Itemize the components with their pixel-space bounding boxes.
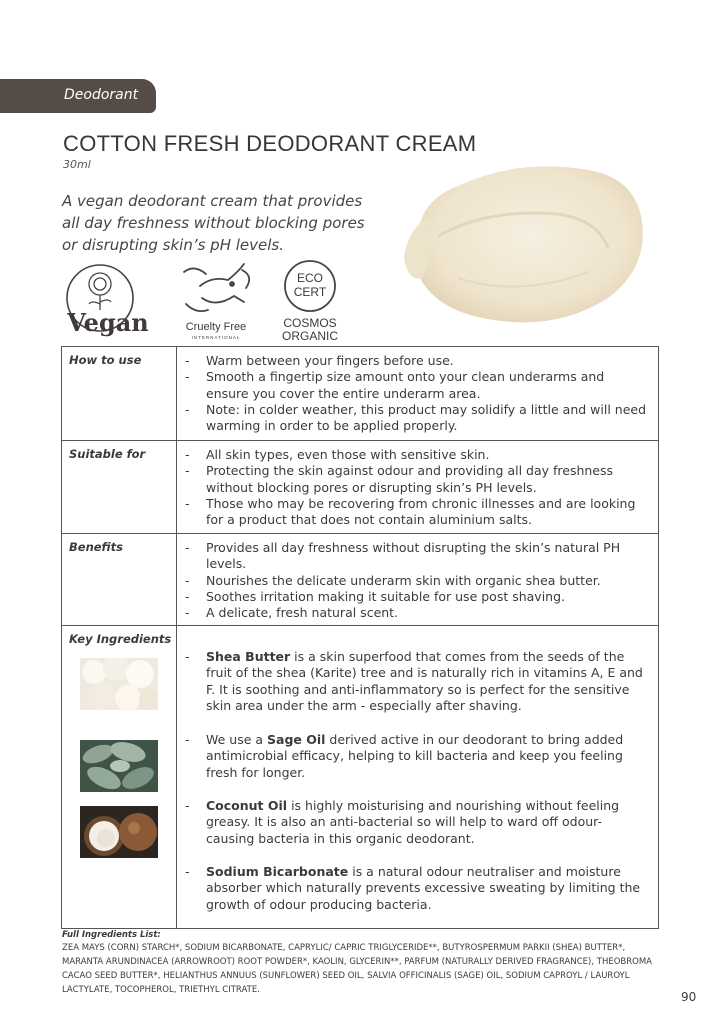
coconut-image <box>80 806 158 858</box>
ecocert-badge <box>268 258 368 342</box>
list-item: - Warm between your fingers before use. <box>185 353 650 369</box>
ingredient-description: derived active in our deodorant to bring added antimicrobial efficacy, helping to kill bacteria and keep you feeling fresh for longer. <box>206 732 624 780</box>
list-item: - Soothes irritation making it suitable for use post shaving. <box>185 589 650 605</box>
full-ingredients-title: Full Ingredients List: <box>62 930 161 940</box>
vegan-badge <box>58 258 158 342</box>
table-row-benefits <box>62 533 658 625</box>
organic-text: ORGANIC <box>281 329 339 342</box>
key-ingredients-content <box>176 626 658 929</box>
suitable-for-content <box>176 441 658 533</box>
cosmos-text: COSMOS <box>283 316 337 330</box>
benefits-content <box>176 534 658 625</box>
table-row-how-to-use <box>62 347 658 440</box>
ingredient-name: Sage Oil <box>267 732 326 747</box>
suitable-for-label: Suitable for <box>69 447 146 461</box>
cruelty-free-badge <box>172 258 272 342</box>
page-number: 90 <box>681 990 697 1004</box>
table-row-key-ingredients <box>62 625 658 929</box>
list-item: - Note: in colder weather, this product may solidify a little and will need warming in order to be applied properly. <box>185 402 650 435</box>
sunflower-icon <box>89 273 111 310</box>
list-item: - Provides all day freshness without disrupting the skin’s natural PH levels. <box>185 540 650 573</box>
ingredient-description: is a natural odour neutraliser and moisture absorber which naturally prevents excessive sweating by limiting the growth of odour producing bacteria. <box>206 864 641 912</box>
product-size: 30ml <box>63 158 91 171</box>
benefits-label: Benefits <box>69 540 123 554</box>
list-item: - Protecting the skin against odour and providing all day freshness without blocking pores or disrupting skin’s PH levels. <box>185 463 650 496</box>
shea-butter-image <box>80 658 158 710</box>
product-title: COTTON FRESH DEODORANT CREAM <box>63 131 477 156</box>
leaping-bunny-icon <box>184 264 249 311</box>
ingredient-name: Shea Butter <box>206 649 291 664</box>
ingredient-item-sage-oil: - We use a Sage Oil derived active in our deodorant to bring added antimicrobial efficacy, helping to kill bacteria and keep you feeling fresh for longer. <box>185 732 624 780</box>
ingredient-description: is highly moisturising and nourishing without feeling greasy. It is also an anti-bacterial so will help to ward off odour-causing bacteria in this organic deodorant. <box>206 798 620 846</box>
table-row-suitable-for <box>62 440 658 533</box>
list-item: - All skin types, even those with sensitive skin. <box>185 447 650 463</box>
ingredient-item-shea-butter: - Shea Butter is a skin superfood that comes from the seeds of the fruit of the shea (Karite) tree and is naturally rich in vitamins A, E and F. It is soothing and anti-inflammatory so is perfect for the sensitive skin area under the arm - especially after shaving. <box>185 649 643 713</box>
list-item: - Nourishes the delicate underarm skin with organic shea butter. <box>185 573 650 589</box>
ingredient-description: is a skin superfood that comes from the seeds of the fruit of the shea (Karite) tree and is naturally rich in vitamins A, E and F. It is soothing and anti-inflammatory so is perfect for the sensitive skin area under the arm - especially after shaving. <box>206 649 643 713</box>
list-item: - A delicate, fresh natural scent. <box>185 605 650 621</box>
full-ingredients-text: ZEA MAYS (CORN) STARCH*, SODIUM BICARBONATE, CAPRYLIC/ CAPRIC TRIGLYCERIDE**, BUTYROSPERMUM PARKII (SHEA) BUTTER*, MARANTA ARUNDINACEA (ARROWROOT) ROOT POWDER*, KAOLIN, GLYCERIN**, PARFUM (NATURALLY DERIVED FRAGRANCE), THEOBROMA CACAO SEED BUTTER*, HELIANTHUS ANNUUS (SUNFLOWER) SEED OIL, SALVIA OFFICINALIS (SAGE) OIL, SODIUM CAPROYL / LAUROYL LACTYLATE, TOCOPHEROL, TRIETHYL CITRATE. <box>62 943 652 995</box>
cruelty-free-text: Cruelty Free <box>185 321 247 333</box>
product-intro: A vegan deodorant cream that provides all day freshness without blocking pores or disrupting skin’s pH levels. <box>62 192 365 254</box>
ingredient-name: Coconut Oil <box>206 798 288 813</box>
category-label: Deodorant <box>64 87 139 103</box>
product-info-table <box>61 346 659 929</box>
list-item: - Those who may be recovering from chronic illnesses and are looking for a product that does not contain aluminium salts. <box>185 496 650 529</box>
ingredient-item-coconut-oil: - Coconut Oil is highly moisturising and nourishing without feeling greasy. It is also an anti-bacterial so will help to ward off odour-causing bacteria in this organic deodorant. <box>185 798 620 846</box>
vegan-badge-text: Vegan <box>67 308 149 337</box>
how-to-use-label: How to use <box>69 353 142 367</box>
how-to-use-content <box>176 347 658 440</box>
cruelty-free-subtext: INTERNATIONAL <box>191 335 241 340</box>
key-ingredients-label: Key Ingredients <box>69 632 172 646</box>
ecocert-text-top: ECO <box>296 271 324 285</box>
ingredient-name: Sodium Bicarbonate <box>206 864 349 879</box>
ingredient-item-sodium-bicarbonate: - Sodium Bicarbonate is a natural odour neutraliser and moisture absorber which naturally prevents excessive sweating by limiting the growth of odour producing bacteria. <box>185 864 641 912</box>
sage-leaves-image <box>80 740 158 792</box>
ingredient-prefix: We use a <box>206 732 268 747</box>
ecocert-text-bottom: CERT <box>293 285 327 299</box>
cream-swatch-image <box>398 148 650 334</box>
list-item: - Smooth a fingertip size amount onto your clean underarms and ensure you cover the entire underarm area. <box>185 369 650 402</box>
category-tab <box>0 79 156 113</box>
